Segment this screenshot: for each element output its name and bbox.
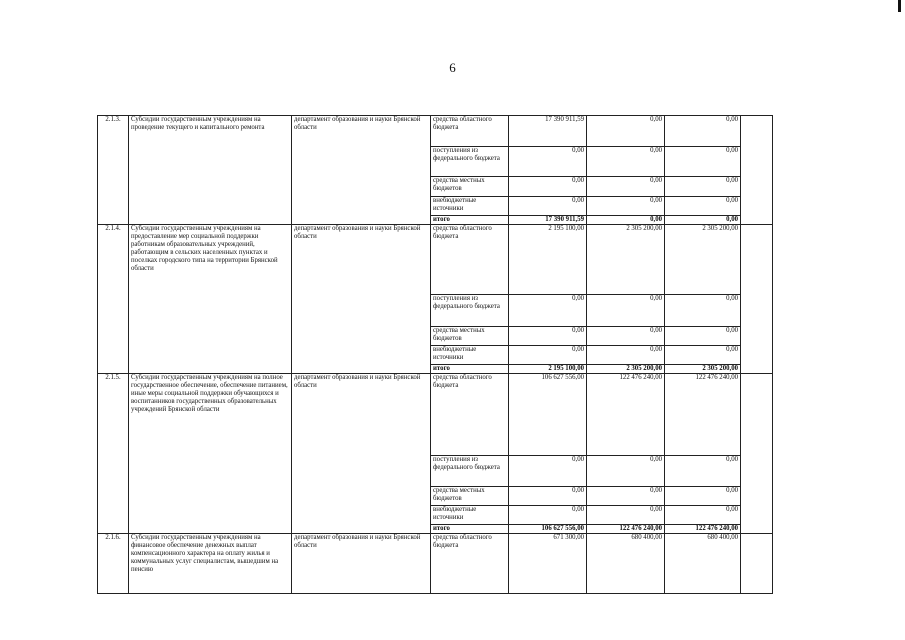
value-year-2: 122 476 240,00 [587,374,665,456]
row-executor: департамент образования и науки Брянской области [292,116,431,225]
funding-source: средства местных бюджетов [431,487,509,506]
empty-column [741,225,773,374]
funding-source: итого [431,216,509,225]
funding-source: поступления из федерального бюджета [431,147,509,177]
value-year-2: 0,00 [587,147,665,177]
table-row [98,374,773,456]
value-year-1: 0,00 [509,147,587,177]
value-year-2: 680 400,00 [587,534,665,594]
funding-source: средства областного бюджета [431,374,509,456]
value-year-1: 0,00 [509,327,587,346]
scan-edge-mark [898,0,901,12]
value-year-2: 0,00 [587,177,665,197]
value-year-2: 2 305 200,00 [587,225,665,295]
value-year-1: 0,00 [509,487,587,506]
value-year-3: 0,00 [665,327,741,346]
value-year-1: 0,00 [509,456,587,487]
value-year-1: 17 390 911,59 [509,216,587,225]
value-year-3: 0,00 [665,197,741,216]
value-year-1: 2 195 100,00 [509,225,587,295]
value-year-1: 0,00 [509,506,587,525]
funding-source: средства областного бюджета [431,225,509,295]
funding-source: средства областного бюджета [431,534,509,594]
empty-column [741,374,773,534]
funding-source: средства местных бюджетов [431,327,509,346]
value-year-3: 680 400,00 [665,534,741,594]
row-executor: департамент образования и науки Брянской области [292,225,431,374]
funding-source: итого [431,365,509,374]
value-year-3: 0,00 [665,346,741,365]
value-year-3: 2 305 200,00 [665,225,741,295]
row-code: 2.1.3. [98,116,129,225]
empty-column [741,534,773,594]
value-year-1: 0,00 [509,346,587,365]
row-description: Субсидии государственным учреждениям на предоставление мер социальной поддержки работникам образовательных учреждений, работающим в сельских населенных пунктах и поселках городского типа на территории Брянской области [129,225,292,374]
funding-source: поступления из федерального бюджета [431,456,509,487]
value-year-2: 2 305 200,00 [587,365,665,374]
funding-source: поступления из федерального бюджета [431,295,509,327]
value-year-1: 106 627 556,00 [509,525,587,534]
value-year-2: 0,00 [587,327,665,346]
value-year-1: 2 195 100,00 [509,365,587,374]
value-year-3: 0,00 [665,506,741,525]
table-row [98,534,773,594]
value-year-2: 0,00 [587,506,665,525]
value-year-1: 0,00 [509,295,587,327]
value-year-3: 0,00 [665,116,741,147]
row-description: Субсидии государственным учреждениям на полное государственное обеспечение, обеспечение питанием, иные меры социальной поддержки обучающихся и воспитанников государственных образовательных учреждений Брянской области [129,374,292,534]
value-year-3: 0,00 [665,487,741,506]
value-year-2: 0,00 [587,197,665,216]
funding-source: внебюджетные источники [431,506,509,525]
funding-source: итого [431,525,509,534]
row-executor: департамент образования и науки Брянской области [292,534,431,594]
value-year-3: 0,00 [665,147,741,177]
value-year-1: 106 627 556,00 [509,374,587,456]
table-row [98,116,773,147]
funding-source: средства областного бюджета [431,116,509,147]
value-year-3: 0,00 [665,295,741,327]
row-code: 2.1.4. [98,225,129,374]
value-year-2: 0,00 [587,456,665,487]
table-row [98,225,773,295]
value-year-2: 0,00 [587,346,665,365]
value-year-3: 122 476 240,00 [665,374,741,456]
funding-source: внебюджетные источники [431,197,509,216]
value-year-3: 122 476 240,00 [665,525,741,534]
empty-column [741,116,773,225]
row-description: Субсидии государственным учреждениям на проведение текущего и капитального ремонта [129,116,292,225]
value-year-2: 0,00 [587,116,665,147]
value-year-1: 17 390 911,59 [509,116,587,147]
value-year-2: 0,00 [587,295,665,327]
value-year-3: 0,00 [665,456,741,487]
value-year-1: 0,00 [509,177,587,197]
row-executor: департамент образования и науки Брянской области [292,374,431,534]
funding-source: средства местных бюджетов [431,177,509,197]
page-number: 6 [449,60,456,75]
value-year-3: 0,00 [665,177,741,197]
value-year-1: 671 300,00 [509,534,587,594]
row-description: Субсидии государственным учреждениям на финансовое обеспечение денежных выплат компенсационного характера на оплату жилья и коммунальных услуг специалистам, вышедшим на пенсию [129,534,292,594]
budget-table [97,115,773,594]
value-year-3: 2 305 200,00 [665,365,741,374]
value-year-2: 122 476 240,00 [587,525,665,534]
value-year-3: 0,00 [665,216,741,225]
value-year-2: 0,00 [587,216,665,225]
row-code: 2.1.5. [98,374,129,534]
row-code: 2.1.6. [98,534,129,594]
value-year-2: 0,00 [587,487,665,506]
value-year-1: 0,00 [509,197,587,216]
funding-source: внебюджетные источники [431,346,509,365]
